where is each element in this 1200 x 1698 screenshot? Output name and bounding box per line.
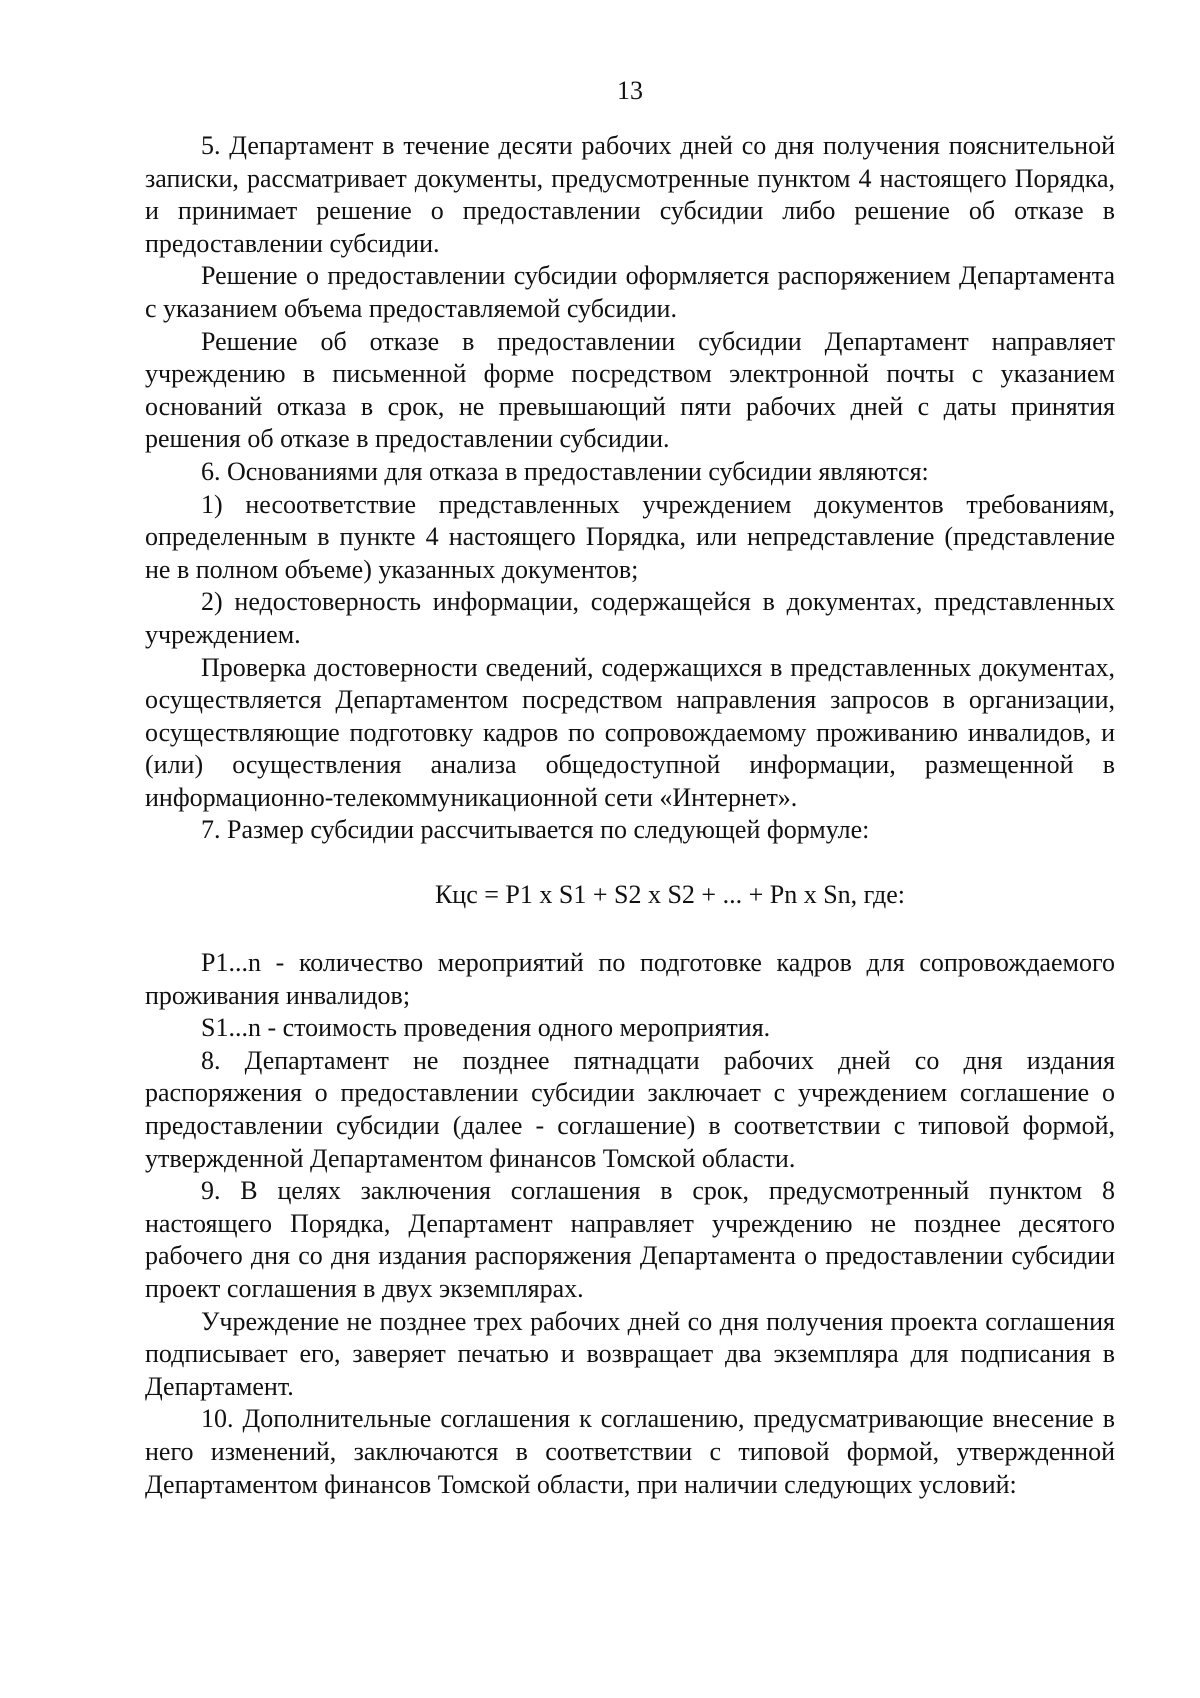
subsidy-formula: Кцс = P1 x S1 + S2 x S2 + ... + Pn x Sn, где:	[434, 880, 906, 910]
paragraph-item-5: 5. Департамент в течение десяти рабочих дней со дня получения пояснительной записки, рассматривает документы, предусмотренные пунктом 4 настоящего Порядка, и принимает решение о предоставлении субсидии либо решение об отказе в предоставлении субсидии.	[145, 131, 1115, 258]
paragraph-item-9: 9. В целях заключения соглашения в срок, предусмотренный пунктом 8 настоящего Порядка, Департамент направляет учреждению не позднее десятого рабочего дня со дня издания распоряжения Департамента о предоставлении субсидии проект соглашения в двух экземплярах.	[145, 1176, 1115, 1303]
paragraph-decision-refusal: Решение об отказе в предоставлении субсидии Департамент направляет учреждению в письменной форме посредством электронной почты с указанием оснований отказа в срок, не превышающий пяти рабочих дней с даты принятия решения об отказе в предоставлении субсидии.	[145, 326, 1115, 454]
document-page	[145, 72, 1115, 1501]
section-after-formula	[145, 947, 1115, 1501]
paragraph-item-7: 7. Размер субсидии рассчитывается по следующей формуле:	[201, 815, 870, 845]
section-before-formula	[145, 130, 1115, 847]
paragraph-institution-signing: Учреждение не позднее трех рабочих дней со дня получения проекта соглашения подписывает его, заверяет печатью и возвращает два экземпляра для подписания в Департамент.	[145, 1306, 1115, 1401]
paragraph-decision-grant: Решение о предоставлении субсидии оформляется распоряжением Департамента с указанием объема предоставляемой субсидии.	[145, 261, 1115, 323]
paragraph-item-6-2: 2) недостоверность информации, содержащейся в документах, представленных учреждением.	[145, 587, 1115, 649]
paragraph-item-10: 10. Дополнительные соглашения к соглашению, предусматривающие внесение в него изменений, заключаются в соответствии с типовой формой, утвержденной Департаментом финансов Томской области, при наличии следующих условий:	[145, 1404, 1115, 1499]
paragraph-item-8: 8. Департамент не позднее пятнадцати рабочих дней со дня издания распоряжения о предоставлении субсидии заключает с учреждением соглашение о предоставлении субсидии (далее - соглашение) в соответствии с типовой формой, утвержденной Департаментом финансов Томской области.	[145, 1045, 1115, 1173]
paragraph-verification: Проверка достоверности сведений, содержащихся в представленных документах, осуществляется Департаментом посредством направления запросов в организации, осуществляющие подготовку кадров по сопровождаемому проживанию инвалидов, и (или) осуществления анализа общедоступной информации, размещенной в информационно-телекоммуникационной сети «Интернет».	[145, 652, 1115, 812]
page-number: 13	[617, 76, 643, 105]
paragraph-item-6-1: 1) несоответствие представленных учреждением документов требованиям, определенным в пункте 4 настоящего Порядка, или непредставление (представление не в полном объеме) указанных документов;	[145, 489, 1115, 584]
paragraph-s-definition: S1...n - стоимость проведения одного мероприятия.	[201, 1013, 771, 1043]
paragraph-item-6: 6. Основаниями для отказа в предоставлении субсидии являются:	[201, 456, 929, 486]
paragraph-p-definition: P1...n - количество мероприятий по подготовке кадров для сопровождаемого проживания инвалидов;	[145, 948, 1115, 1010]
